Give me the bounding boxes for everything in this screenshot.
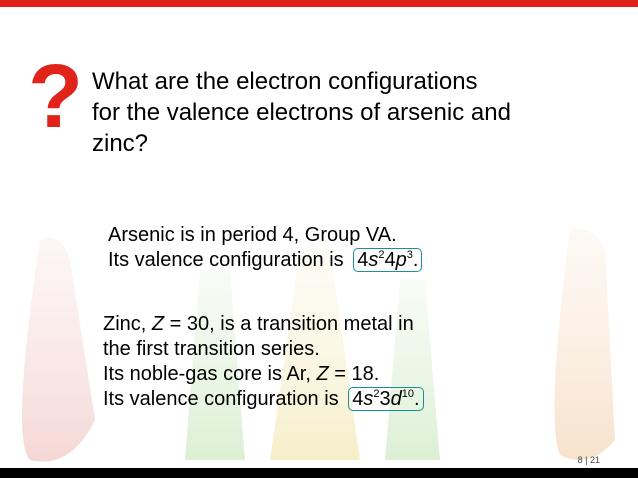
page-number: 8 | 21 (577, 455, 600, 465)
zinc-line-4 (103, 387, 424, 412)
arsenic-config-label: Its valence configuration is (108, 249, 344, 271)
zinc-config-label: Its valence configuration is (103, 388, 339, 410)
arsenic-config-answer-box: $4s^24p^3$. (353, 248, 422, 272)
arsenic-answer-block (108, 223, 422, 273)
question-line-2: for the valence electrons of arsenic and (92, 99, 511, 126)
flask-right (554, 229, 615, 460)
zinc-line-1: Zinc, Z = 30, is a transition metal in (103, 313, 414, 335)
bottom-bar (0, 468, 638, 478)
arsenic-line-1: Arsenic is in period 4, Group VA. (108, 224, 397, 246)
question-mark-icon: ? (28, 47, 83, 147)
arsenic-line-2 (108, 248, 422, 273)
question-text (92, 66, 612, 159)
zinc-answer-block (103, 312, 424, 412)
zinc-config-answer-box: $4s^23d^{10}$. (348, 387, 423, 411)
zinc-line-3: Its noble-gas core is Ar, Z = 18. (103, 363, 380, 385)
flask-left (22, 238, 95, 462)
zinc-line-2: the first transition series. (103, 338, 320, 360)
question-line-3: zinc? (92, 130, 149, 157)
question-line-1: What are the electron configurations (92, 68, 478, 95)
